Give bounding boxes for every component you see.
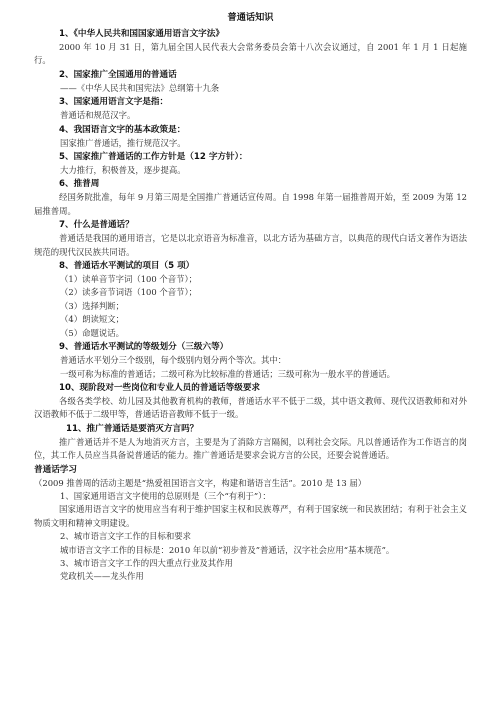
body-line: （4）朗读短文；	[60, 314, 124, 325]
body-line: 2、城市语言文字工作的目标和要求	[60, 531, 191, 542]
section-heading: 7、什么是普通话？	[59, 220, 134, 231]
body-paragraph: 国家通用语言文字的使用应当有利于维护国家主权和民族尊严，有利于国家统一和民族团结；有利于社会主义物质文明和精神文明建设。	[34, 504, 467, 528]
body-paragraph: 2000 年 10 月 31 日，第九届全国人民代表大会常务委员会第十八次会议通过，自 2001 年 1 月 1 日起施行。	[34, 42, 467, 66]
document-title: 普通话知识	[227, 12, 274, 23]
section-heading: 4、我国语言文字的基本政策是：	[59, 124, 186, 135]
body-line: （2）读多音节词语（100 个音节）；	[60, 287, 198, 298]
body-paragraph: 各级各类学校、幼儿园及其他教育机构的教师，普通话水平不低于二级，其中语文教师、现代汉语教师和对外汉语教师不低于二级甲等，普通话语音教师不低于一级。	[34, 395, 467, 420]
body-paragraph: 推广普通话并不是人为地消灭方言，主要是为了消除方言隔阂，以利社会交际。凡以普通话作为工作语言的岗位，其工作人员应当具备说普通话的能力。推广普通话是要求会说方言的公民，还要会说普通话。	[34, 436, 467, 461]
body-line: 城市语言文字工作的目标是：2010 年以前“初步普及”普通话，汉字社会应用“基本规范”。	[60, 544, 395, 555]
section-heading: 1、《中华人民共和国国家通用语言文字法》	[59, 29, 224, 39]
body-line: 普通话水平划分三个级别，每个级别内划分两个等次。其中：	[60, 355, 287, 366]
body-paragraph: 经国务院批准，每年 9 月第三周是全国推广普通话宣传周。自 1998 年第一届推普周开始，至 2009 为第 12 届推普周。	[34, 192, 467, 216]
section-heading: 6、推普周	[59, 179, 100, 190]
section-heading: 11、推广普通话是要消灭方言吗？	[66, 423, 199, 434]
body-line: （5）命题说话。	[60, 327, 124, 338]
body-line: （3）选择判断；	[60, 300, 124, 311]
document-body	[34, 27, 467, 584]
section-heading: 8、普通话水平测试的项目（5 项）	[59, 261, 195, 272]
section-heading: 2、国家推广全国通用的普通话	[59, 69, 177, 80]
section-heading: 5、国家推广普通话的工作方针是（12 字方针）：	[59, 152, 248, 163]
body-line: （1）读单音节字词（100 个音节）；	[60, 274, 198, 285]
body-line: 1、国家通用语言文字使用的总原则是（三个“有利于”）：	[60, 490, 271, 501]
subsection-heading: 普通话学习	[34, 464, 77, 475]
body-line: 3、城市语言文字工作的四大重点行业及其作用	[60, 557, 233, 568]
section-heading: 9、普通话水平测试的等级划分（三级六等）	[59, 342, 229, 353]
body-line: 一级可称为标准的普通话；二级可称为比较标准的普通话；三级可称为一般水平的普通话。	[60, 368, 395, 379]
section-heading: 3、国家通用语言文字是指：	[59, 97, 169, 108]
body-line: 党政机关——龙头作用	[60, 571, 144, 582]
body-line: 普通话和规范汉字。	[60, 110, 136, 121]
body-paragraph: 普通话是我国的通用语言，它是以北京语音为标准音，以北方话为基础方言，以典范的现代白话文著作为语法规范的现代汉民族共同语。	[34, 233, 467, 257]
section-heading: 10、现阶段对一些岗位和专业人员的普通话等级要求	[59, 382, 261, 393]
body-line: 国家推广普通话，推行规范汉字。	[60, 137, 186, 148]
body-line: 大力推行，积极普及，逐步提高。	[60, 165, 186, 176]
intro-note: （2009 推普周的活动主题是“热爱祖国语言文字，构建和谐语言生活”。2010 是 13 届）	[34, 477, 367, 488]
body-line: ——《中华人民共和国宪法》总纲第十九条	[60, 82, 220, 93]
